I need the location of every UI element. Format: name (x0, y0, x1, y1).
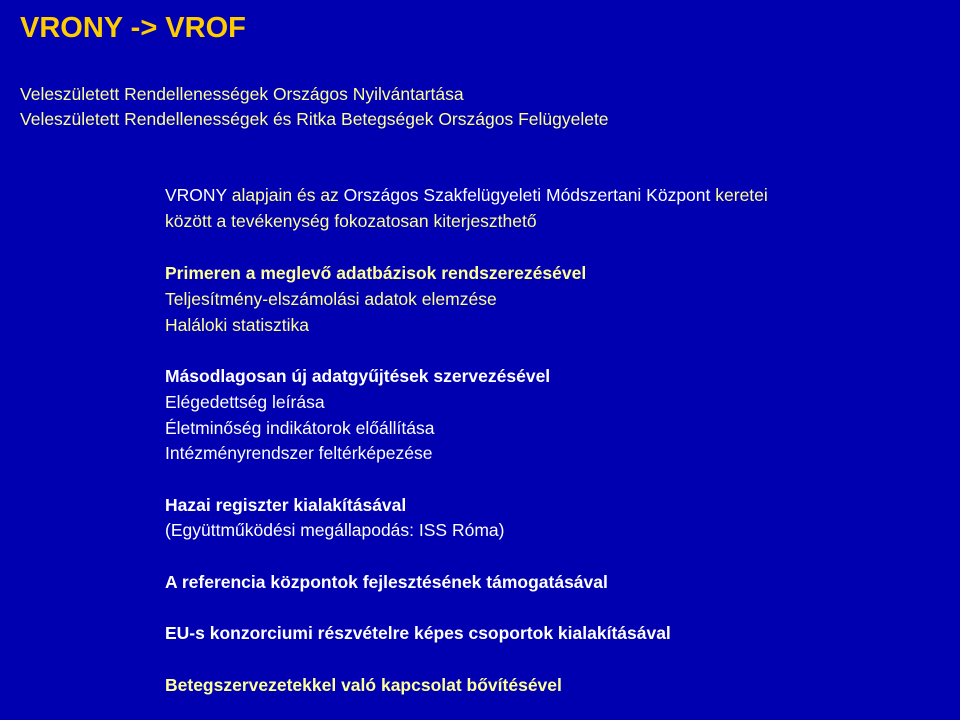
intro-vrony: VRONY (165, 185, 227, 205)
group-primary-item: Haláloki statisztika (165, 315, 309, 335)
group-register-item: (Együttműködési megállapodás: ISS Róma) (165, 520, 505, 540)
group-register-heading: Hazai regiszter kialakításával (165, 495, 407, 515)
group-secondary-item: Intézményrendszer feltérképezése (165, 443, 433, 463)
slide-title: VRONY -> VROF (20, 12, 246, 44)
group-primary-item: Teljesítmény-elszámolási adatok elemzése (165, 289, 497, 309)
group-reference-heading: A referencia központok fejlesztésének támogatásával (165, 572, 608, 592)
intro-center-name: Országos Szakfelügyeleti Módszertani Központ (343, 185, 711, 205)
intro-line-1 (165, 183, 768, 207)
intro-connector: alapjain és az (226, 185, 344, 205)
subtitle-registry: Veleszületett Rendellenességek Országos Nyilvántartása (20, 84, 464, 104)
group-secondary-heading: Másodlagosan új adatgyűjtések szervezésével (165, 366, 551, 386)
group-eu-heading: EU-s konzorciumi részvételre képes csoportok kialakításával (165, 623, 671, 643)
group-primary-heading: Primeren a meglevő adatbázisok rendszerezésével (165, 263, 587, 283)
subtitle-supervision: Veleszületett Rendellenességek és Ritka Betegségek Országos Felügyelete (20, 109, 609, 129)
group-secondary-item: Elégedettség leírása (165, 392, 325, 412)
intro-frame: keretei (710, 185, 768, 205)
intro-line-2: között a tevékenység fokozatosan kiterjeszthető (165, 211, 537, 231)
group-patient-heading: Betegszervezetekkel való kapcsolat bővítésével (165, 675, 562, 695)
group-secondary-item: Életminőség indikátorok előállítása (165, 418, 435, 438)
